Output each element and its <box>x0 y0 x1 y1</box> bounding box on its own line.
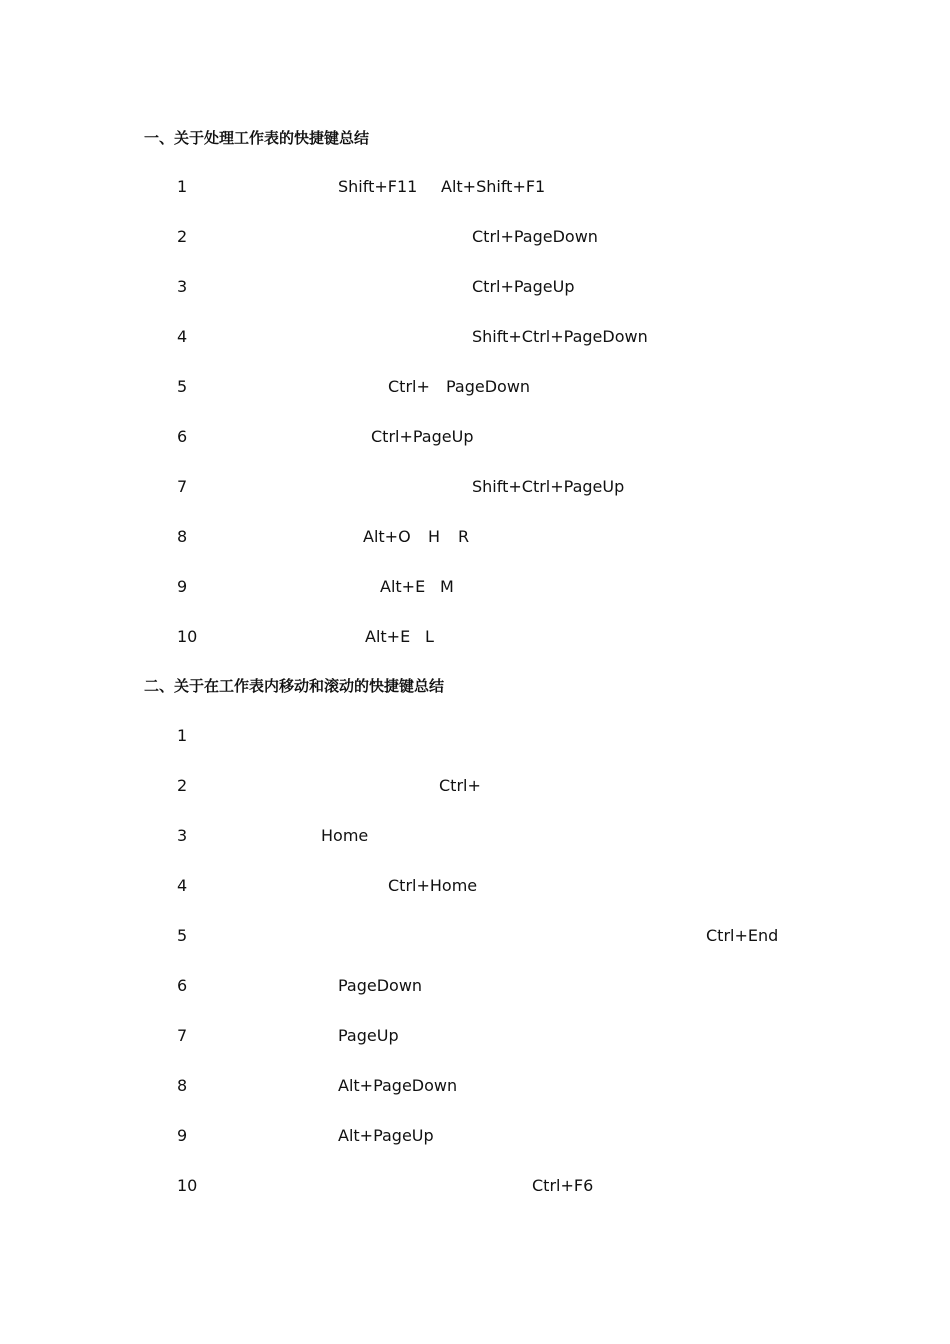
item-number: 3 <box>177 277 188 296</box>
item-number: 4 <box>177 876 188 895</box>
item-number: 4 <box>177 327 188 346</box>
item-number: 3 <box>177 826 188 845</box>
item-number: 8 <box>177 527 188 546</box>
shortcut-key: Shift+Ctrl+PageDown <box>472 327 648 346</box>
item-number: 6 <box>177 976 188 995</box>
item-number: 7 <box>177 477 188 496</box>
shortcut-key: Ctrl+ <box>388 377 430 396</box>
item-number: 9 <box>177 577 188 596</box>
shortcut-key: PageDown <box>446 377 531 396</box>
item-number: 10 <box>177 627 198 646</box>
shortcut-key: M <box>440 577 454 596</box>
item-number: 1 <box>177 726 188 745</box>
shortcut-key: Home <box>321 826 369 845</box>
item-number: 9 <box>177 1126 188 1145</box>
shortcut-key: Ctrl+PageUp <box>371 427 474 446</box>
shortcut-key: Alt+Shift+F1 <box>441 177 546 196</box>
shortcut-key: Ctrl+End <box>706 926 779 945</box>
section-heading-1: 一、关于处理工作表的快捷键总结 <box>144 129 370 147</box>
item-number: 5 <box>177 926 188 945</box>
shortcut-key: Shift+Ctrl+PageUp <box>472 477 625 496</box>
item-number: 6 <box>177 427 188 446</box>
shortcut-key: Shift+F11 <box>338 177 418 196</box>
item-number: 7 <box>177 1026 188 1045</box>
shortcut-key: R <box>458 527 470 546</box>
item-number: 10 <box>177 1176 198 1195</box>
shortcut-key: Ctrl+F6 <box>532 1176 594 1195</box>
shortcut-key: Ctrl+PageUp <box>472 277 575 296</box>
item-number: 2 <box>177 227 188 246</box>
shortcut-key: Alt+O <box>363 527 411 546</box>
shortcut-key: Alt+PageUp <box>338 1126 434 1145</box>
shortcut-key: H <box>428 527 441 546</box>
shortcut-key: PageUp <box>338 1026 399 1045</box>
shortcut-key: Alt+E <box>365 627 411 646</box>
item-number: 8 <box>177 1076 188 1095</box>
shortcut-key: Alt+E <box>380 577 426 596</box>
shortcut-key: L <box>425 627 434 646</box>
shortcut-key: Ctrl+Home <box>388 876 478 895</box>
shortcut-key: Ctrl+ <box>439 776 481 795</box>
shortcut-key: Alt+PageDown <box>338 1076 458 1095</box>
shortcut-key: PageDown <box>338 976 423 995</box>
item-number: 5 <box>177 377 188 396</box>
item-number: 1 <box>177 177 188 196</box>
shortcut-key: Ctrl+PageDown <box>472 227 598 246</box>
section-heading-2: 二、关于在工作表内移动和滚动的快捷键总结 <box>144 677 445 695</box>
item-number: 2 <box>177 776 188 795</box>
